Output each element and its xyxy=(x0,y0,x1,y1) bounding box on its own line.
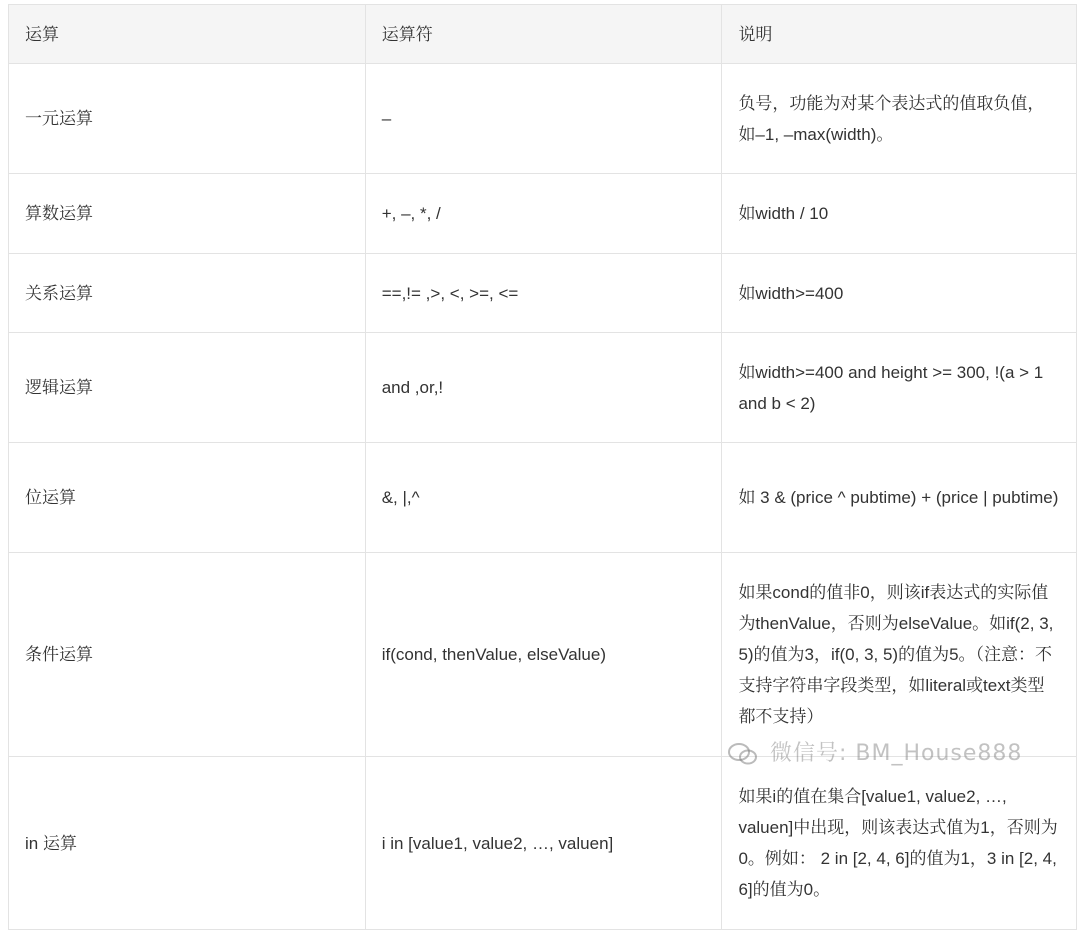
cell-description: 如 3 & (price ^ pubtime) + (price | pubtime) xyxy=(722,443,1077,553)
cell-operator: and ,or,! xyxy=(365,333,722,443)
header-operation: 运算 xyxy=(9,5,366,64)
cell-operator: if(cond, thenValue, elseValue) xyxy=(365,553,722,757)
cell-operation: 条件运算 xyxy=(9,553,366,757)
table-row xyxy=(9,757,1077,930)
watermark xyxy=(728,736,1022,767)
watermark-text: 微信号: BM_House888 xyxy=(770,741,1023,766)
table-row xyxy=(9,174,1077,254)
cell-description: 如果cond的值非0，则该if表达式的实际值为thenValue，否则为elseValue。如if(2, 3, 5)的值为3，if(0, 3, 5)的值为5。（注意：不支持字符串字段类型，如literal或text类型都不支持） xyxy=(722,553,1077,757)
cell-description: 如width>=400 xyxy=(722,254,1077,333)
cell-description: 如width / 10 xyxy=(722,174,1077,254)
table-header-row xyxy=(9,5,1077,64)
table-row xyxy=(9,553,1077,757)
cell-operation: 一元运算 xyxy=(9,64,366,174)
cell-operator: +, –, *, / xyxy=(365,174,722,254)
cell-operation: in 运算 xyxy=(9,757,366,930)
cell-description: 如width>=400 and height >= 300, !(a > 1 and b < 2) xyxy=(722,333,1077,443)
table-row xyxy=(9,254,1077,333)
cell-operator: ==,!= ,>, <, >=, <= xyxy=(365,254,722,333)
wechat-icon xyxy=(728,743,758,765)
cell-operation: 算数运算 xyxy=(9,174,366,254)
header-operator: 运算符 xyxy=(365,5,722,64)
cell-operation: 位运算 xyxy=(9,443,366,553)
table-row xyxy=(9,333,1077,443)
table-row xyxy=(9,443,1077,553)
cell-operation: 关系运算 xyxy=(9,254,366,333)
cell-operator: – xyxy=(365,64,722,174)
cell-operator: i in [value1, value2, …, valuen] xyxy=(365,757,722,930)
cell-operator: &, |,^ xyxy=(365,443,722,553)
cell-description: 负号，功能为对某个表达式的值取负值，如–1, –max(width)。 xyxy=(722,64,1077,174)
table-row xyxy=(9,64,1077,174)
header-description: 说明 xyxy=(722,5,1077,64)
cell-operation: 逻辑运算 xyxy=(9,333,366,443)
operator-table xyxy=(8,4,1077,930)
cell-description: 如果i的值在集合[value1, value2, …, valuen]中出现，则该表达式值为1，否则为0。例如： 2 in [2, 4, 6]的值为1，3 in [2, 4, 6]的值为0。 xyxy=(722,757,1077,930)
